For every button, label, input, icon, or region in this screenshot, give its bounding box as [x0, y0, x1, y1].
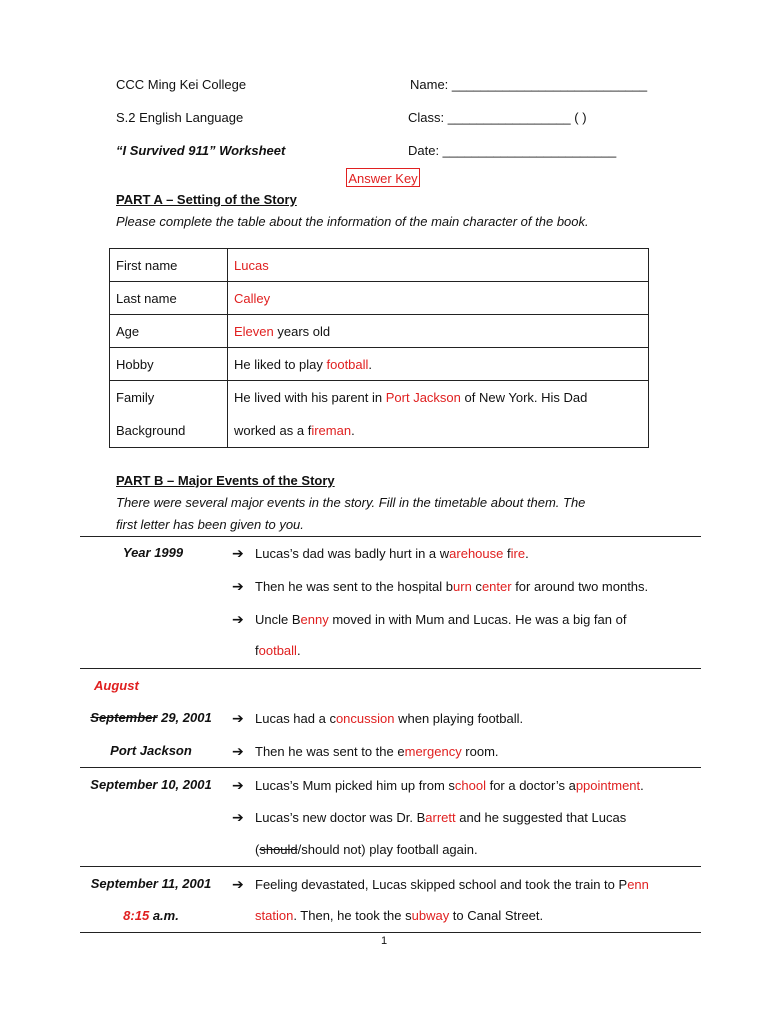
hobby-suffix: . — [368, 356, 373, 372]
last-name-label: Last name — [110, 282, 228, 315]
family-answer — [228, 381, 649, 448]
struck-choice: should — [259, 842, 298, 857]
text: Lucas’s dad was badly hurt in a w — [255, 546, 450, 561]
answer-text: enny — [300, 612, 329, 627]
divider — [80, 932, 701, 933]
text: Uncle B — [255, 612, 301, 627]
answer-key-label: Answer Key — [346, 168, 420, 187]
text: . — [351, 423, 355, 438]
arrow-icon: ➔ — [232, 777, 244, 793]
arrow-icon: ➔ — [232, 710, 244, 726]
answer-text: mergency — [404, 744, 462, 759]
character-info-table — [109, 248, 649, 448]
part-a-title: PART A – Setting of the Story — [116, 192, 297, 207]
divider — [80, 668, 701, 669]
text: 29, 2001 — [157, 710, 212, 725]
event-1999-1 — [232, 545, 529, 562]
part-b-instruction-2: first letter has been given to you. — [116, 517, 304, 532]
family-label-line2: Background — [116, 423, 186, 438]
event-time — [66, 908, 236, 923]
arrow-icon: ➔ — [232, 545, 244, 561]
answer-text: arehouse — [449, 546, 504, 561]
arrow-icon: ➔ — [232, 743, 244, 759]
age-answer — [228, 315, 649, 348]
hobby-prefix: He liked to play — [234, 356, 327, 372]
family-label — [110, 381, 228, 448]
page-number: 1 — [380, 935, 388, 947]
text: and he suggested that Lucas — [455, 810, 627, 825]
event-sep10-2 — [232, 809, 626, 826]
text: for a doctor’s a — [485, 778, 576, 793]
divider — [80, 536, 701, 537]
text: f — [255, 643, 259, 658]
event-aug-1 — [232, 710, 523, 727]
text: Lucas had a c — [255, 711, 336, 726]
event-date-aug-29 — [66, 710, 236, 725]
event-sep10-2-cont — [255, 842, 478, 857]
text: room. — [461, 744, 499, 759]
answer-text: Lucas — [234, 257, 269, 273]
text: f — [503, 546, 511, 561]
event-1999-2 — [232, 578, 648, 595]
text: worked as a f — [234, 423, 312, 438]
event-1999-3 — [232, 611, 626, 628]
answer-text: enter — [481, 579, 512, 594]
answer-text: ire — [510, 546, 526, 561]
text: when playing football. — [394, 711, 524, 726]
answer-text: urn — [453, 579, 472, 594]
age-suffix: years old — [273, 323, 331, 339]
answer-text: enn — [627, 877, 649, 892]
answer-text: ootball — [258, 643, 297, 658]
hobby-answer — [228, 348, 649, 381]
arrow-icon: ➔ — [232, 578, 244, 594]
text: . — [296, 643, 301, 658]
text: for around two months. — [511, 579, 649, 594]
last-name-answer — [228, 282, 649, 315]
text: moved in with Mum and Lucas. He was a big fan of — [328, 612, 627, 627]
first-name-label: First name — [110, 249, 228, 282]
table-row — [110, 381, 649, 448]
text: a.m. — [149, 908, 179, 923]
school-name: CCC Ming Kei College — [116, 77, 247, 92]
table-row — [110, 348, 649, 381]
part-b-title: PART B – Major Events of the Story — [116, 473, 335, 488]
divider — [80, 767, 701, 768]
event-sep11-1 — [232, 876, 649, 893]
class-field[interactable]: Class: _________________ ( ) — [408, 110, 587, 125]
text: . — [640, 778, 644, 793]
age-label: Age — [110, 315, 228, 348]
text: He lived with his parent in — [234, 390, 386, 405]
text: of New York. His Dad — [460, 390, 588, 405]
answer-text: football — [326, 356, 369, 372]
hobby-label: Hobby — [110, 348, 228, 381]
table-row — [110, 315, 649, 348]
text: ( — [255, 842, 260, 857]
event-date-sep-11: September 11, 2001 — [90, 876, 212, 891]
part-a-instruction: Please complete the table about the information of the main character of the book. — [116, 214, 589, 229]
text: Then he was sent to the hospital b — [255, 579, 454, 594]
text: Lucas’s new doctor was Dr. B — [255, 810, 426, 825]
family-label-line1: Family — [116, 390, 155, 405]
event-place: Port Jackson — [110, 743, 192, 758]
event-sep10-1 — [232, 777, 644, 794]
text: Then he was sent to the e — [255, 744, 405, 759]
arrow-icon: ➔ — [232, 876, 244, 892]
answer-text: Port Jackson — [385, 390, 461, 405]
event-sep11-1-cont — [255, 908, 543, 923]
worksheet-title: “I Survived 911” Worksheet — [116, 143, 286, 158]
answer-text: arrett — [425, 810, 456, 825]
text: Feeling devastated, Lucas skipped school and took the train to P — [255, 877, 628, 892]
part-b-instruction-1: There were several major events in the story. Fill in the timetable about them. The — [116, 495, 586, 510]
text: /should not) play football again. — [297, 842, 478, 857]
subject-name: S.2 English Language — [116, 110, 244, 125]
event-date-sep-10: September 10, 2001 — [90, 777, 212, 792]
table-row — [110, 249, 649, 282]
answer-text: station — [255, 908, 294, 923]
answer-text: ireman — [311, 423, 352, 438]
event-aug-2 — [232, 743, 499, 760]
divider — [80, 866, 701, 867]
text: to Canal Street. — [449, 908, 544, 923]
answer-text: oncussion — [335, 711, 395, 726]
answer-text: ubway — [411, 908, 450, 923]
answer-text: Eleven — [234, 323, 274, 339]
text: Lucas’s Mum picked him up from s — [255, 778, 455, 793]
text: c — [471, 579, 482, 594]
arrow-icon: ➔ — [232, 809, 244, 825]
answer-text: ppointment — [575, 778, 641, 793]
first-name-answer — [228, 249, 649, 282]
event-1999-3-cont — [255, 643, 301, 658]
name-field[interactable]: Name: ___________________________ — [410, 77, 648, 92]
date-field[interactable]: Date: ________________________ — [408, 143, 617, 158]
table-row — [110, 282, 649, 315]
answer-text: Calley — [234, 290, 271, 306]
date-correction: August — [94, 678, 139, 693]
answer-text: 8:15 — [123, 908, 150, 923]
answer-text: chool — [454, 778, 486, 793]
arrow-icon: ➔ — [232, 611, 244, 627]
text: . — [525, 546, 529, 561]
struck-date: September — [90, 710, 158, 725]
event-date-1999: Year 1999 — [122, 545, 184, 560]
text: . Then, he took the s — [293, 908, 412, 923]
